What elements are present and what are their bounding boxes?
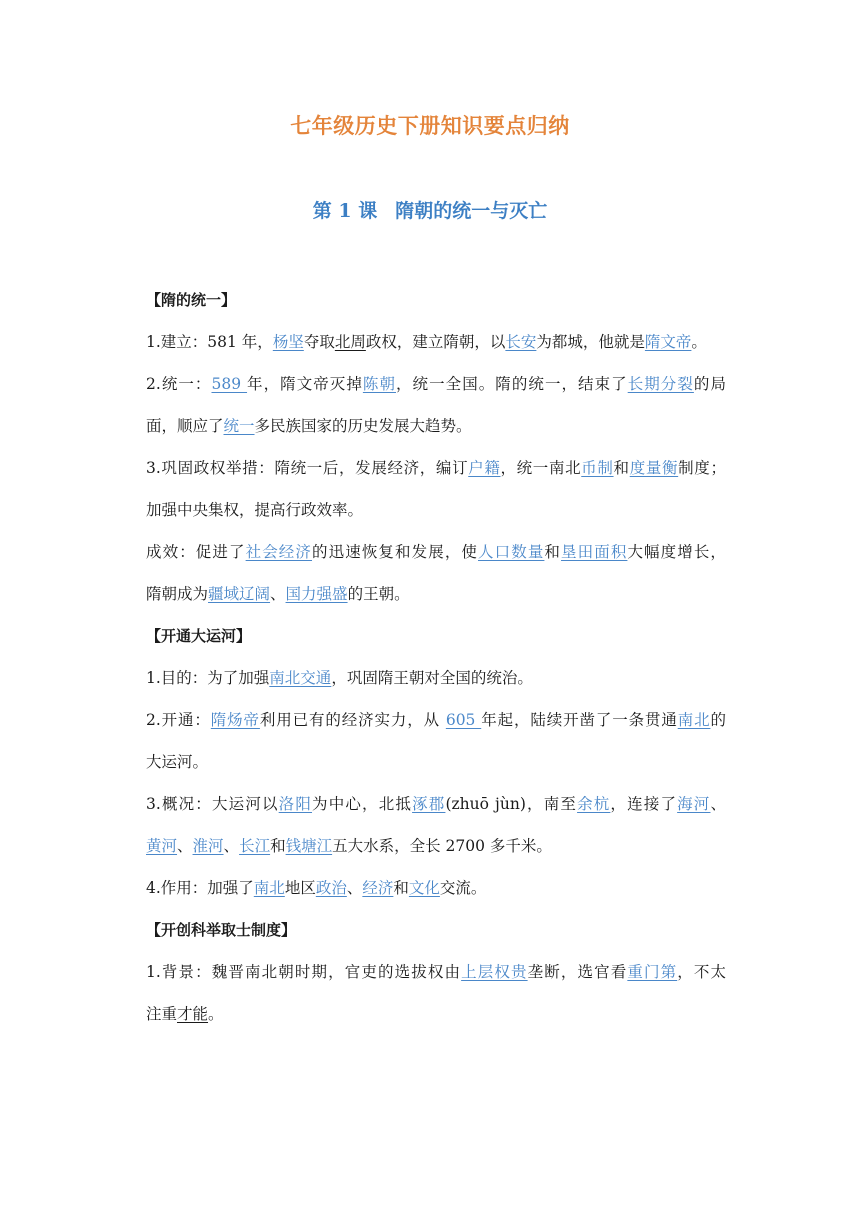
text-segment: ，不太 <box>677 963 726 981</box>
document-body <box>146 279 726 1035</box>
section-heading: 【隋的统一】 <box>146 291 237 309</box>
text-segment: 大幅度增长， <box>627 543 726 561</box>
text-segment: 3.巩固政权举措：隋统一后，发展经济，编订 <box>146 459 469 477</box>
key-term: 洛阳 <box>278 795 313 813</box>
key-term: 黄河 <box>146 837 178 855</box>
text-segment: 1.建立：581 年， <box>146 333 273 351</box>
text-segment: 、 <box>270 585 286 603</box>
key-term: 政治 <box>315 879 347 897</box>
text-segment: 2.开通： <box>146 711 211 729</box>
text-segment: ，统一南北 <box>500 459 582 477</box>
section-heading: 【开通大运河】 <box>146 627 252 645</box>
text-segment: 的局 <box>693 375 726 393</box>
text-line <box>146 447 726 489</box>
text-segment: 的王朝。 <box>347 585 410 603</box>
text-segment: 面，顺应了 <box>146 417 224 435</box>
lesson-title <box>0 196 860 223</box>
text-segment: 年，隋文帝灭掉 <box>247 375 363 393</box>
text-segment: 的 <box>710 711 726 729</box>
text-segment: 、 <box>346 879 363 897</box>
key-term: 国力强盛 <box>285 585 348 603</box>
text-segment: 、 <box>177 837 193 855</box>
text-line <box>146 657 726 699</box>
text-segment: ，连接了 <box>610 795 678 813</box>
underlined-term: 北周 <box>334 333 366 351</box>
text-segment: 政权，建立隋朝，以 <box>365 333 506 351</box>
text-segment: 和 <box>544 543 562 561</box>
key-term: 长江 <box>239 837 271 855</box>
text-line <box>146 825 726 867</box>
lesson-name: 隋朝的统一与灭亡 <box>395 200 548 222</box>
text-line <box>146 363 726 405</box>
key-term: 605 <box>445 711 482 729</box>
text-segment: 加强中央集权，提高行政效率。 <box>146 501 364 519</box>
text-segment: 1.背景：魏晋南北朝时期，官吏的选拔权由 <box>146 963 462 981</box>
key-term: 疆域辽阔 <box>208 585 271 603</box>
text-segment: 交流。 <box>439 879 487 897</box>
text-segment: 、 <box>710 795 726 813</box>
text-line <box>146 321 726 363</box>
text-line <box>146 951 726 993</box>
text-segment: 垄断，选官看 <box>527 963 628 981</box>
text-line <box>146 489 726 531</box>
text-segment: 制度； <box>678 459 726 477</box>
key-term: 南北 <box>677 711 711 729</box>
text-segment: (zhuō jùn)，南至 <box>445 795 578 813</box>
key-term: 统一 <box>223 417 255 435</box>
text-segment: 为都城，他就是 <box>536 333 645 351</box>
key-term: 钱塘江 <box>285 837 333 855</box>
key-term: 隋文帝 <box>644 333 692 351</box>
key-term: 户籍 <box>468 459 501 477</box>
key-term: 币制 <box>581 459 614 477</box>
key-term: 余杭 <box>577 795 611 813</box>
key-term: 589 <box>211 375 248 393</box>
text-segment: 地区 <box>284 879 316 897</box>
key-term: 陈朝 <box>362 375 396 393</box>
key-term: 重门第 <box>627 963 678 981</box>
key-term: 上层权贵 <box>461 963 528 981</box>
text-segment: 和 <box>613 459 630 477</box>
key-term: 南北交通 <box>269 669 332 687</box>
text-segment: 成效：促进了 <box>146 543 246 561</box>
key-term: 垦田面积 <box>561 543 628 561</box>
text-segment: 1.目的：为了加强 <box>146 669 270 687</box>
text-line <box>146 573 726 615</box>
text-line <box>146 741 726 783</box>
key-term: 文化 <box>408 879 440 897</box>
text-line <box>146 783 726 825</box>
text-segment: 、 <box>223 837 240 855</box>
text-segment: 4.作用：加强了 <box>146 879 254 897</box>
text-segment: 五大水系，全长 2700 多千米。 <box>332 837 552 855</box>
text-segment: 和 <box>393 879 409 897</box>
key-term: 杨坚 <box>272 333 304 351</box>
text-line <box>146 699 726 741</box>
document-title: 七年级历史下册知识要点归纳 <box>290 113 570 138</box>
key-term: 社会经济 <box>245 543 313 561</box>
key-term: 经济 <box>362 879 394 897</box>
text-segment: 夺取 <box>303 333 335 351</box>
text-line <box>146 867 726 909</box>
key-term: 涿郡 <box>412 795 446 813</box>
key-term: 长安 <box>505 333 537 351</box>
text-segment: 利用已有的经济实力，从 <box>259 711 446 729</box>
text-segment: 。 <box>208 1005 224 1023</box>
underlined-term: 才能 <box>177 1005 209 1023</box>
key-term: 淮河 <box>192 837 224 855</box>
text-segment: 注重 <box>146 1005 178 1023</box>
key-term: 长期分裂 <box>627 375 694 393</box>
text-segment: 年起，陆续开凿了一条贯通 <box>481 711 678 729</box>
text-segment: 。 <box>691 333 707 351</box>
text-line <box>146 531 726 573</box>
key-term: 隋炀帝 <box>210 711 260 729</box>
text-segment: 隋朝成为 <box>146 585 209 603</box>
text-segment: 3.概况：大运河以 <box>146 795 279 813</box>
key-term: 南北 <box>253 879 285 897</box>
key-term: 海河 <box>677 795 711 813</box>
text-segment: 的迅速恢复和发展，使 <box>312 543 479 561</box>
key-term: 人口数量 <box>478 543 545 561</box>
section-heading: 【开创科举取士制度】 <box>146 921 297 939</box>
text-line <box>146 993 726 1035</box>
text-segment: 大运河。 <box>146 753 209 771</box>
text-segment: 和 <box>270 837 286 855</box>
text-segment: ，巩固隋王朝对全国的统治。 <box>331 669 533 687</box>
text-segment: 多民族国家的历史发展大趋势。 <box>254 417 472 435</box>
text-segment: 2.统一： <box>146 375 212 393</box>
text-line <box>146 405 726 447</box>
text-segment: ，统一全国。隋的统一，结束了 <box>396 375 628 393</box>
lesson-number: 第 1 课 <box>312 200 378 222</box>
text-segment: 为中心，北抵 <box>312 795 413 813</box>
key-term: 度量衡 <box>629 459 679 477</box>
